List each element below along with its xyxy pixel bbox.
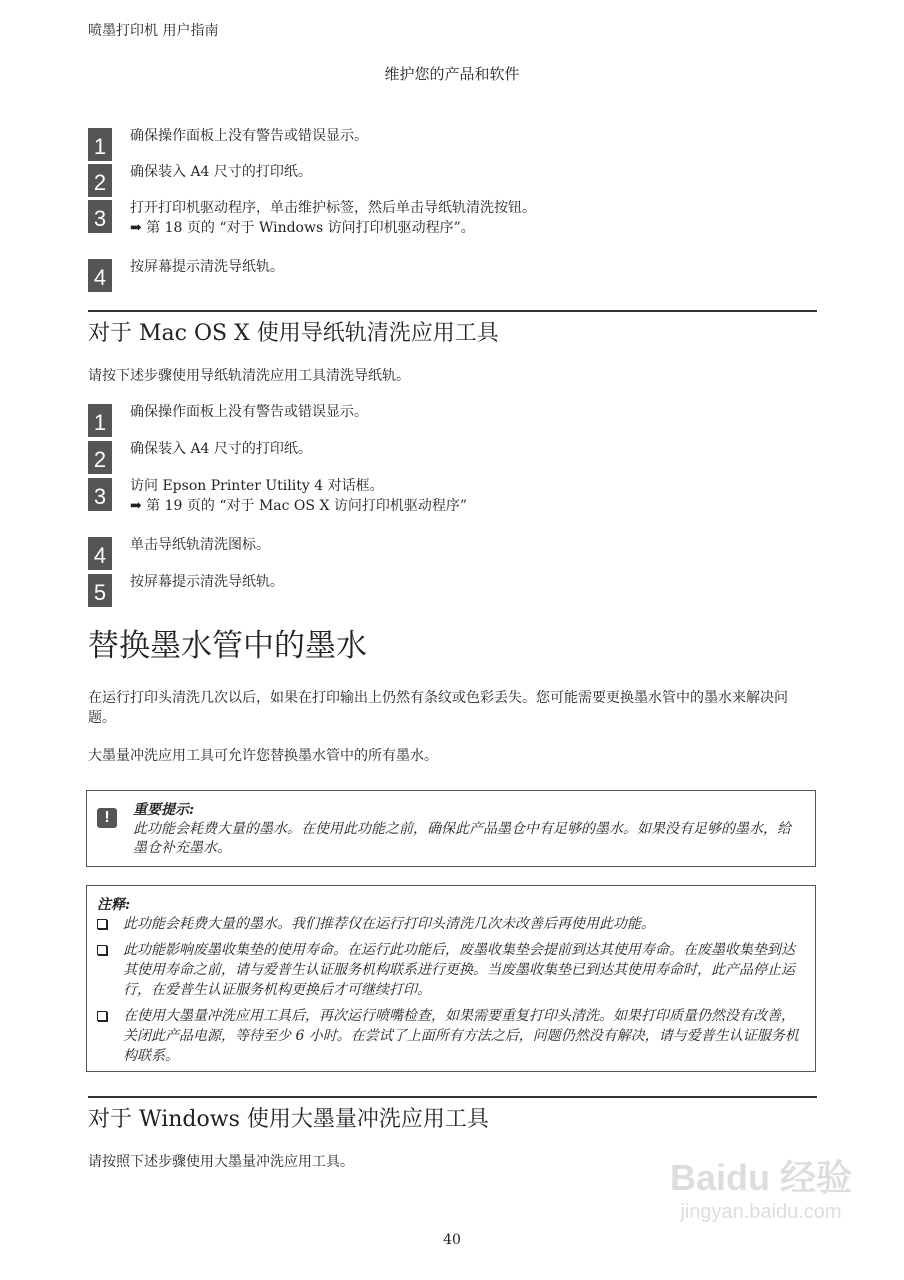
replace-heading: 替换墨水管中的墨水 bbox=[88, 628, 367, 664]
watermark-logo bbox=[670, 1150, 852, 1224]
important-box bbox=[86, 790, 816, 867]
note-text: 此功能会耗费大量的墨水。我们推荐仅在运行打印头清洗几次未改善后再使用此功能。 bbox=[123, 916, 655, 932]
windows-flush-intro: 请按照下述步骤使用大墨量冲洗应用工具。 bbox=[88, 1154, 354, 1170]
step-number: 2 bbox=[88, 164, 112, 197]
step-text: 单击导纸轨清洗图标。 bbox=[130, 537, 270, 553]
note-text: 在使用大墨量冲洗应用工具后，再次运行喷嘴检查，如果需要重复打印头清洗。如果打印质量仍然没有改善，关闭此产品电源，等待至少 6 小时。在尝试了上面所有方法之后，问题仍然没有解决，请与爱普生认证服务机构联系。 bbox=[123, 1008, 799, 1064]
note-item bbox=[87, 940, 801, 1000]
cross-reference-link[interactable]: ➡ 第 18 页的 “对于 Windows 访问打印机驱动程序”。 bbox=[130, 220, 475, 236]
watermark-url: jingyan.baidu.com bbox=[680, 1201, 842, 1223]
important-title: 重要提示: bbox=[133, 802, 195, 818]
note-title: 注释: bbox=[97, 897, 131, 913]
running-title: 喷墨打印机 用户指南 bbox=[88, 23, 219, 39]
step-number: 3 bbox=[88, 200, 112, 233]
step-text: 确保装入 A4 尺寸的打印纸。 bbox=[130, 164, 312, 180]
step-text: 确保操作面板上没有警告或错误显示。 bbox=[130, 404, 368, 420]
checkbox-bullet-icon bbox=[97, 1011, 107, 1021]
step-number: 4 bbox=[88, 259, 112, 292]
important-text: 此功能会耗费大量的墨水。在使用此功能之前，确保此产品墨仓中有足够的墨水。如果没有足够的墨水，给墨仓补充墨水。 bbox=[133, 821, 791, 856]
divider bbox=[88, 310, 817, 312]
step-text: 确保操作面板上没有警告或错误显示。 bbox=[130, 128, 368, 144]
step-text: 访问 Epson Printer Utility 4 对话框。 bbox=[130, 478, 384, 494]
checkbox-bullet-icon bbox=[97, 919, 107, 929]
step-text: 按屏幕提示清洗导纸轨。 bbox=[130, 259, 284, 275]
section-title: 维护您的产品和软件 bbox=[384, 65, 520, 83]
mac-heading: 对于 Mac OS X 使用导纸轨清洗应用工具 bbox=[88, 321, 499, 346]
note-text: 此功能影响废墨收集垫的使用寿命。在运行此功能后，废墨收集垫会提前到达其使用寿命。在废墨收集垫到达其使用寿命之前，请与爱普生认证服务机构联系进行更换。当废墨收集垫已到达其使用寿命时，此产品停止运行，在爱普生认证服务机构更换后才可继续打印。 bbox=[123, 942, 795, 998]
step-text: 打开打印机驱动程序，单击维护标签，然后单击导纸轨清洗按钮。 bbox=[130, 200, 536, 216]
step-number: 1 bbox=[88, 404, 112, 437]
page-number: 40 bbox=[443, 1232, 461, 1248]
note-item bbox=[87, 914, 801, 934]
divider bbox=[88, 1096, 817, 1098]
step-number: 5 bbox=[88, 574, 112, 607]
replace-para-1: 在运行打印头清洗几次以后，如果在打印输出上仍然有条纹或色彩丢失。您可能需要更换墨水管中的墨水来解决问题。 bbox=[88, 690, 788, 726]
step-number: 4 bbox=[88, 537, 112, 570]
checkbox-bullet-icon bbox=[97, 945, 107, 955]
step-number: 3 bbox=[88, 478, 112, 511]
step-number: 2 bbox=[88, 441, 112, 474]
windows-flush-heading: 对于 Windows 使用大墨量冲洗应用工具 bbox=[88, 1107, 489, 1132]
step-text: 按屏幕提示清洗导纸轨。 bbox=[130, 574, 284, 590]
note-item bbox=[87, 1006, 801, 1066]
warning-icon: ! bbox=[97, 808, 117, 828]
watermark-brand: Baidu 经验 bbox=[669, 1157, 852, 1198]
step-text: 确保装入 A4 尺寸的打印纸。 bbox=[130, 441, 312, 457]
step-number: 1 bbox=[88, 128, 112, 161]
mac-intro: 请按下述步骤使用导纸轨清洗应用工具清洗导纸轨。 bbox=[88, 368, 410, 384]
note-box bbox=[86, 885, 816, 1072]
replace-para-2: 大墨量冲洗应用工具可允许您替换墨水管中的所有墨水。 bbox=[88, 748, 438, 764]
cross-reference-link[interactable]: ➡ 第 19 页的 “对于 Mac OS X 访问打印机驱动程序” bbox=[130, 498, 468, 514]
